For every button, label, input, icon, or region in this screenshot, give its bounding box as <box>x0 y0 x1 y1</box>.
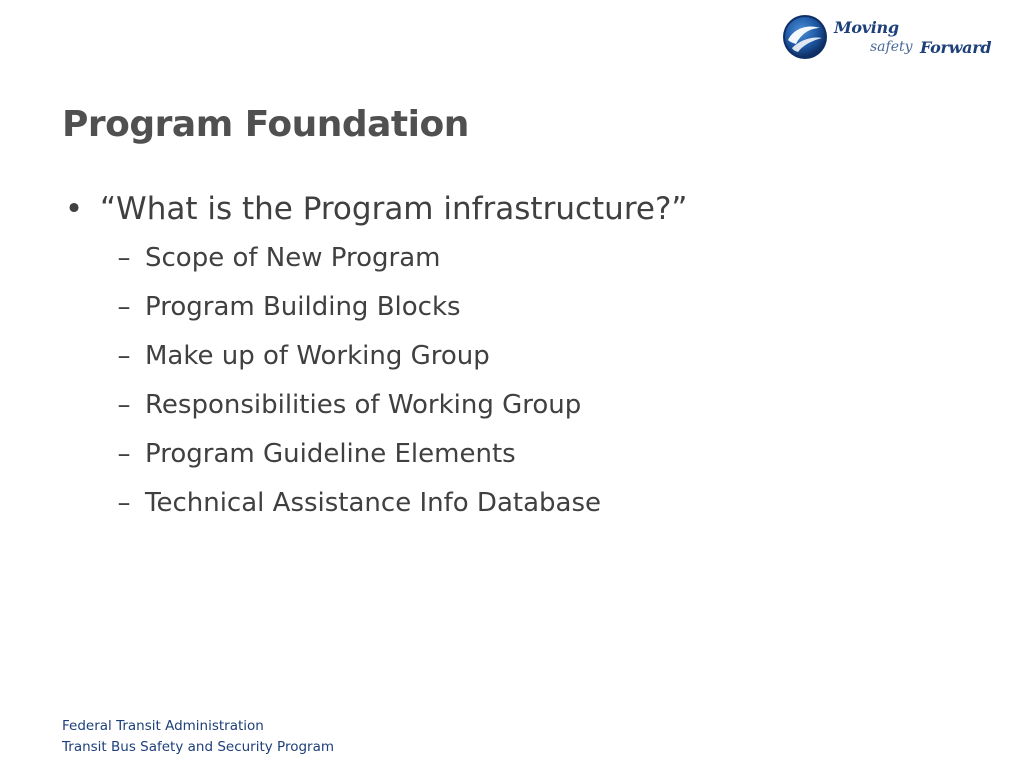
slide-title: Program Foundation <box>62 104 469 145</box>
sub-bullet-item <box>62 234 962 283</box>
sub-bullet-item <box>62 381 962 430</box>
logo-safety-text: safety <box>870 39 913 55</box>
sub-bullet-item <box>62 283 962 332</box>
sub-bullet-text: Scope of New Program <box>145 243 441 273</box>
sub-bullet-text: Make up of Working Group <box>145 341 490 371</box>
bullet-item <box>62 188 962 230</box>
sub-bullet-text: Responsibilities of Working Group <box>145 390 582 420</box>
sub-bullet-text: Program Building Blocks <box>145 292 461 322</box>
logo-wordmark <box>834 18 1004 62</box>
logo-forward-text: Forward <box>920 38 992 57</box>
dash-marker: – <box>117 439 131 469</box>
sub-bullet-list <box>62 234 962 528</box>
dash-marker: – <box>117 243 131 273</box>
sub-bullet-text: Program Guideline Elements <box>145 439 516 469</box>
bullet-text: “What is the Program infrastructure?” <box>100 191 688 227</box>
dash-marker: – <box>117 488 131 518</box>
dot-globe-icon <box>782 14 828 60</box>
sub-bullet-item <box>62 430 962 479</box>
moving-safety-forward-logo <box>782 14 1002 62</box>
dash-marker: – <box>117 292 131 322</box>
sub-bullet-item <box>62 332 962 381</box>
bullet-marker: • <box>64 191 84 227</box>
footer-agency-text: Federal Transit Administration <box>62 718 264 734</box>
dash-marker: – <box>117 341 131 371</box>
slide-footer <box>62 716 334 758</box>
dash-marker: – <box>117 390 131 420</box>
footer-program-text: Transit Bus Safety and Security Program <box>62 739 335 755</box>
sub-bullet-text: Technical Assistance Info Database <box>145 488 601 518</box>
sub-bullet-item <box>62 479 962 528</box>
bullet-list <box>62 188 962 528</box>
logo-moving-text: Moving <box>834 18 899 37</box>
